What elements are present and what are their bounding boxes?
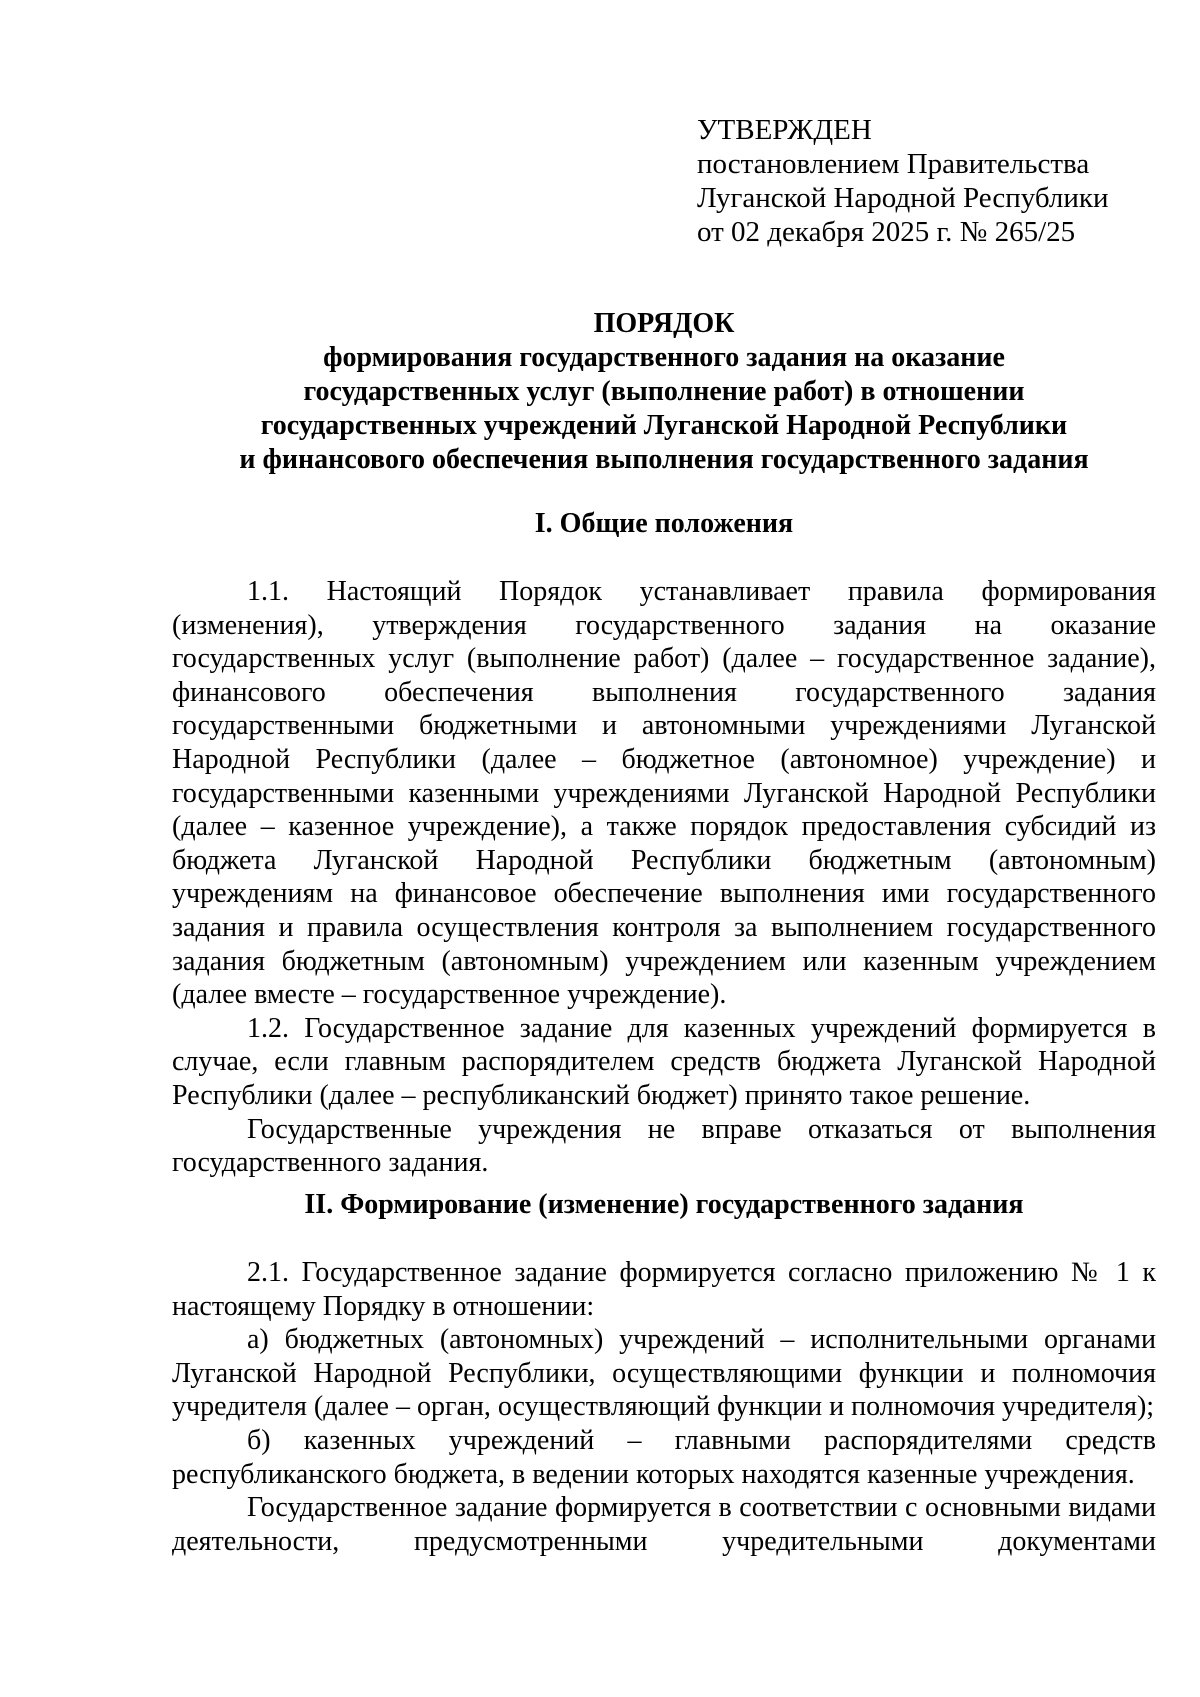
paragraph-2-1: 2.1. Государственное задание формируется согласно приложению № 1 к настоящему Порядку в отношении: (172, 1257, 1156, 1322)
title-line-1: формирования государственного задания на оказание (323, 342, 1005, 373)
paragraph-2-1-a: а) бюджетных (автономных) учреждений – исполнительными органами Луганской Народной Республики, осуществляющими функции и полномочия учредителя (далее – орган, осуществляющий функции и полномочия учредителя); (172, 1324, 1156, 1423)
title-line-4: и финансового обеспечения выполнения государственного задания (239, 444, 1089, 475)
paragraph-2-1-b: б) казенных учреждений – главными распорядителями средств республиканского бюджета, в ведении которых находятся казенные учреждения. (172, 1424, 1156, 1490)
title-line-2: государственных услуг (выполнение работ) в отношении (303, 376, 1025, 407)
section-1-body (172, 575, 1156, 1180)
paragraph-1-2: 1.2. Государственное задание для казенных учреждений формируется в случае, если главным распорядителем средств бюджета Луганской Народной Республики (далее – республиканский бюджет) принято такое решение. (172, 1012, 1156, 1111)
document-title (172, 307, 1156, 477)
title-heading: ПОРЯДОК (593, 308, 735, 339)
approval-stamp (697, 113, 1157, 249)
section-2-heading: II. Формирование (изменение) государственного задания (304, 1189, 1024, 1220)
section-1-heading: I. Общие положения (534, 508, 794, 539)
paragraph-2-2: Государственное задание формируется в соответствии с основными видами деятельности, предусмотренными учредительными документами (172, 1492, 1156, 1557)
title-line-3: государственных учреждений Луганской Народной Республики (260, 410, 1068, 441)
paragraph-1-3: Государственные учреждения не вправе отказаться от выполнения государственного задания. (172, 1113, 1156, 1179)
section-2-body (172, 1256, 1156, 1558)
approval-line-1: постановлением Правительства (697, 148, 1090, 180)
approval-status: УТВЕРЖДЕН (697, 114, 872, 146)
paragraph-1-1: 1.1. Настоящий Порядок устанавливает правила формирования (изменения), утверждения государственного задания на оказание государственных услуг (выполнение работ) (далее – государственное задание), финансового обеспечения выполнения государственного задания государственными бюджетными и автономными учреждениями Луганской Народной Республики (далее – бюджетное (автономное) учреждение) и государственными казенными учреждениями Луганской Народной Республики (далее – казенное учреждение), а также порядок предоставления субсидий из бюджета Луганской Народной Республики бюджетным (автономным) учреждениям на финансовое обеспечение выполнения ими государственного задания и правила осуществления контроля за выполнением государственного задания бюджетным (автономным) учреждением или казенным учреждением (далее вместе – государственное учреждение). (172, 576, 1156, 1011)
approval-line-3: от 02 декабря 2025 г. № 265/25 (697, 216, 1076, 248)
approval-line-2: Луганской Народной Республики (697, 182, 1109, 214)
